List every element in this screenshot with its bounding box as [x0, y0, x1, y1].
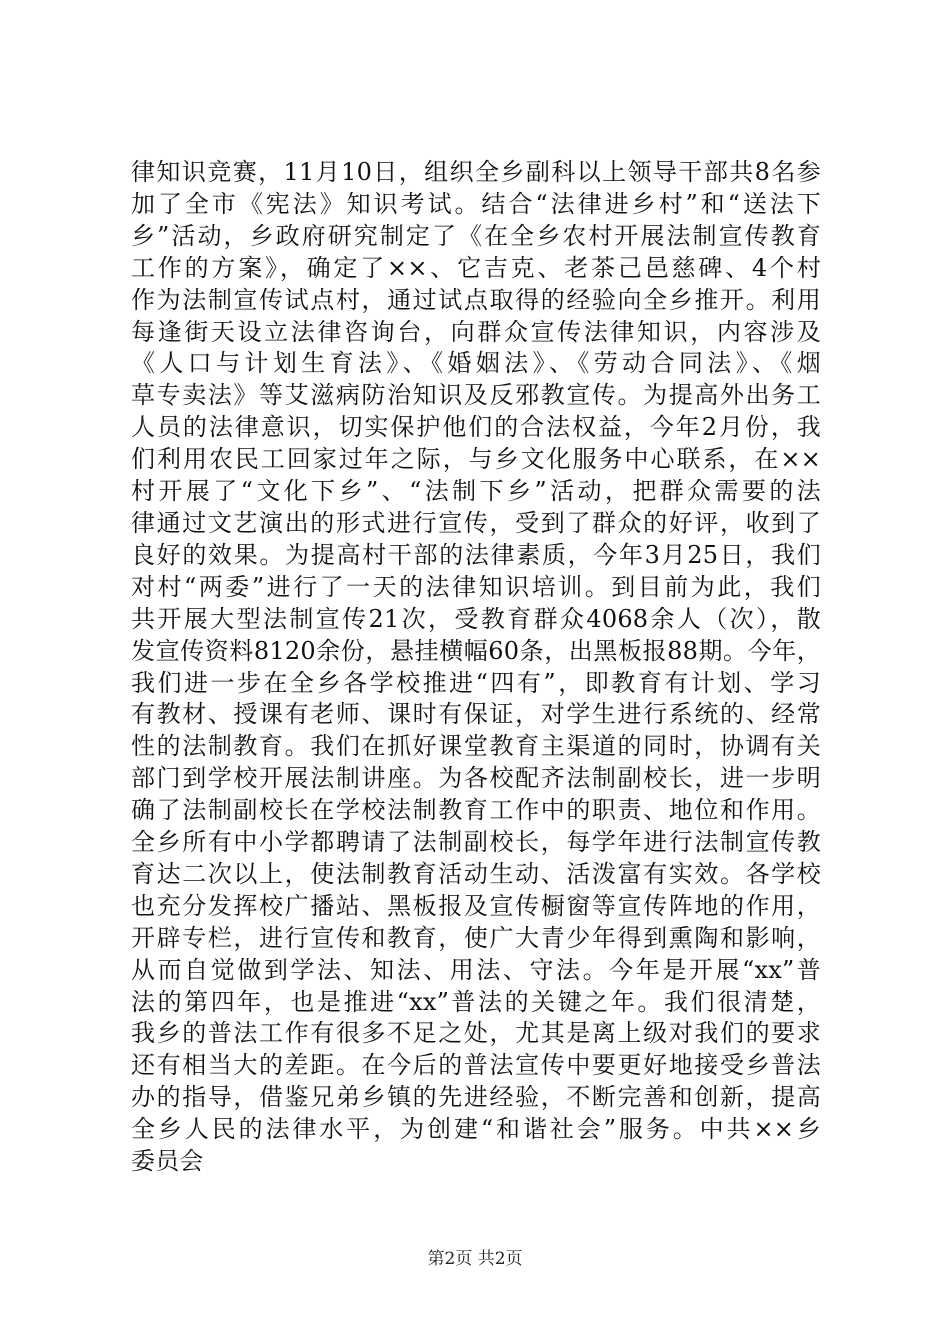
- text-line: 全乡人民的法律水平，为创建“和谐社会”服务。中共××乡: [131, 1115, 821, 1144]
- text-line: 作为法制宣传试点村，通过试点取得的经验向全乡推开。利用: [131, 285, 821, 314]
- text-line: 从而自觉做到学法、知法、用法、守法。今年是开展“xx”普: [131, 955, 821, 984]
- text-line: 《人口与计划生育法》、《婚姻法》、《劳动合同法》、《烟: [131, 349, 821, 378]
- text-line: 们利用农民工回家过年之际，与乡文化服务中心联系，在××: [131, 445, 821, 474]
- text-line: 我乡的普法工作有很多不足之处，尤其是离上级对我们的要求: [131, 1019, 821, 1048]
- text-line: 村开展了“文化下乡”、“法制下乡”活动，把群众需要的法: [131, 477, 821, 506]
- text-line: 法的第四年，也是推进“xx”普法的关键之年。我们很清楚，: [131, 987, 821, 1016]
- text-line: 育达二次以上，使法制教育活动生动、活泼富有实效。各学校: [131, 859, 821, 888]
- body-paragraph: [131, 157, 821, 1178]
- page-footer: 第2页 共2页: [427, 1249, 523, 1269]
- text-line: 人员的法律意识，切实保护他们的合法权益，今年2月份，我: [131, 413, 821, 442]
- text-line: 我们进一步在全乡各学校推进“四有”，即教育有计划、学习: [131, 668, 821, 697]
- text-line: 部门到学校开展法制讲座。为各校配齐法制副校长，进一步明: [131, 764, 821, 793]
- text-line: 发宣传资料8120余份，悬挂横幅60条，出黑板报88期。今年，: [131, 636, 821, 665]
- text-line: 草专卖法》等艾滋病防治知识及反邪教宣传。为提高外出务工: [131, 381, 821, 410]
- text-line: 加了全市《宪法》知识考试。结合“法律进乡村”和“送法下: [131, 189, 821, 218]
- text-line: 也充分发挥校广播站、黑板报及宣传橱窗等宣传阵地的作用，: [131, 891, 821, 920]
- text-line: 共开展大型法制宣传21次，受教育群众4068余人（次），散: [131, 604, 821, 633]
- text-line: 良好的效果。为提高村干部的法律素质，今年3月25日，我们: [131, 540, 821, 569]
- text-line: 工作的方案》，确定了××、它吉克、老茶己邑慈碑、4个村: [131, 253, 821, 282]
- text-line: 性的法制教育。我们在抓好课堂教育主渠道的同时，协调有关: [131, 732, 821, 761]
- text-line: 开辟专栏，进行宣传和教育，使广大青少年得到熏陶和影响，: [131, 923, 821, 952]
- text-line: 全乡所有中小学都聘请了法制副校长，每学年进行法制宣传教: [131, 828, 821, 857]
- text-line: 律通过文艺演出的形式进行宣传，受到了群众的好评，收到了: [131, 508, 821, 537]
- text-line: 律知识竞赛，11月10日，组织全乡副科以上领导干部共8名参: [131, 158, 821, 186]
- text-line: 对村“两委”进行了一天的法律知识培训。到目前为此，我们: [131, 572, 821, 601]
- text-line: 还有相当大的差距。在今后的普法宣传中要更好地接受乡普法: [131, 1051, 821, 1080]
- text-line: 委员会: [131, 1147, 204, 1176]
- text-line: 乡”活动，乡政府研究制定了《在全乡农村开展法制宣传教育: [131, 221, 821, 250]
- text-line: 办的指导，借鉴兄弟乡镇的先进经验，不断完善和创新，提高: [131, 1083, 821, 1112]
- text-line: 确了法制副校长在学校法制教育工作中的职责、地位和作用。: [131, 796, 821, 825]
- text-line: 有教材、授课有老师、课时有保证，对学生进行系统的、经常: [131, 700, 821, 729]
- text-line: 每逢街天设立法律咨询台，向群众宣传法律知识，内容涉及: [131, 317, 821, 346]
